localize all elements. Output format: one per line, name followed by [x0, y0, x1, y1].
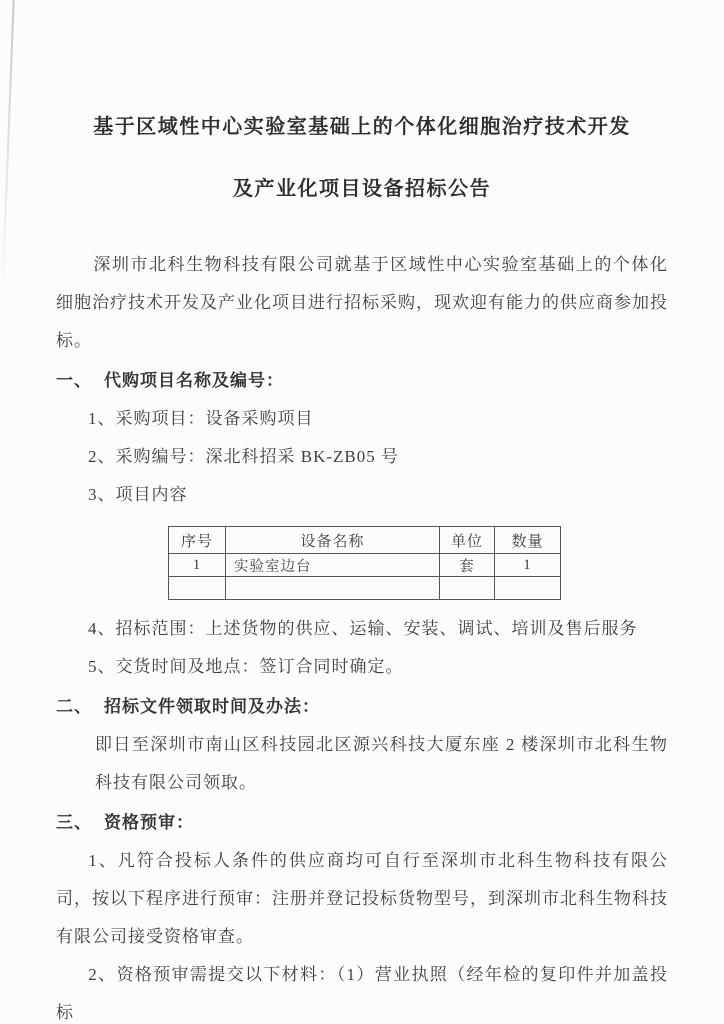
section-1-heading: [56, 362, 668, 400]
cell-equipment-name-empty: [226, 577, 440, 600]
section-1-number: 一、: [56, 371, 92, 390]
cell-equipment-name: 实验室边台: [226, 554, 440, 577]
header-quantity: 数量: [495, 527, 561, 554]
section-3-paragraph-1: 1、凡符合投标人条件的供应商均可自行至深圳市北科生物科技有限公司，按以下程序进行预审：注册并登记投标货物型号，到深圳市北科生物科技有限公司接受资格审查。: [56, 851, 668, 946]
cell-serial-number: 1: [169, 554, 226, 577]
section-1-title: 代购项目名称及编号：: [104, 371, 284, 390]
cell-unit-empty: [440, 577, 495, 600]
cell-quantity: 1: [495, 554, 561, 577]
list-item-3: 3、项目内容: [88, 485, 188, 504]
section-3-number: 三、: [56, 813, 92, 832]
list-item-1: 1、采购项目：设备采购项目: [88, 409, 314, 428]
section-3-paragraph-2: 2、资格预审需提交以下材料：（1）营业执照（经年检的复印件并加盖投标: [56, 965, 668, 1022]
section-3-title: 资格预审：: [104, 813, 194, 832]
section-2-number: 二、: [56, 697, 92, 716]
equipment-table-empty-row: [169, 577, 561, 600]
document-title: [40, 96, 684, 220]
scan-edge-line: [1, 0, 15, 302]
document-title-line-2: 及产业化项目设备招标公告: [233, 178, 491, 200]
list-item-4: 4、招标范围：上述货物的供应、运输、安装、调试、培训及售后服务: [88, 619, 638, 638]
cell-quantity-empty: [495, 577, 561, 600]
section-2-paragraph: 即日至深圳市南山区科技园北区源兴科技大厦东座 2 楼深圳市北科生物科技有限公司领取。: [95, 735, 668, 792]
cell-serial-number-empty: [169, 577, 226, 600]
equipment-table: [168, 526, 561, 600]
section-2-title: 招标文件领取时间及办法：: [104, 697, 320, 716]
header-serial-number: 序号: [169, 527, 226, 554]
cell-unit: 套: [440, 554, 495, 577]
list-item-2: 2、采购编号：深北科招采 BK-ZB05 号: [88, 447, 399, 466]
header-equipment-name: 设备名称: [226, 527, 440, 554]
document-title-line-1: 基于区域性中心实验室基础上的个体化细胞治疗技术开发: [93, 116, 631, 138]
equipment-table-row: [169, 554, 561, 577]
intro-paragraph: 深圳市北科生物科技有限公司就基于区域性中心实验室基础上的个体化细胞治疗技术开发及产业化项目进行招标采购，现欢迎有能力的供应商参加投标。: [56, 255, 668, 350]
equipment-table-header-row: [169, 527, 561, 554]
list-item-5: 5、交货时间及地点：签订合同时确定。: [88, 657, 404, 676]
header-unit: 单位: [440, 527, 495, 554]
section-2-heading: [56, 688, 668, 726]
section-3-heading: [56, 804, 668, 842]
